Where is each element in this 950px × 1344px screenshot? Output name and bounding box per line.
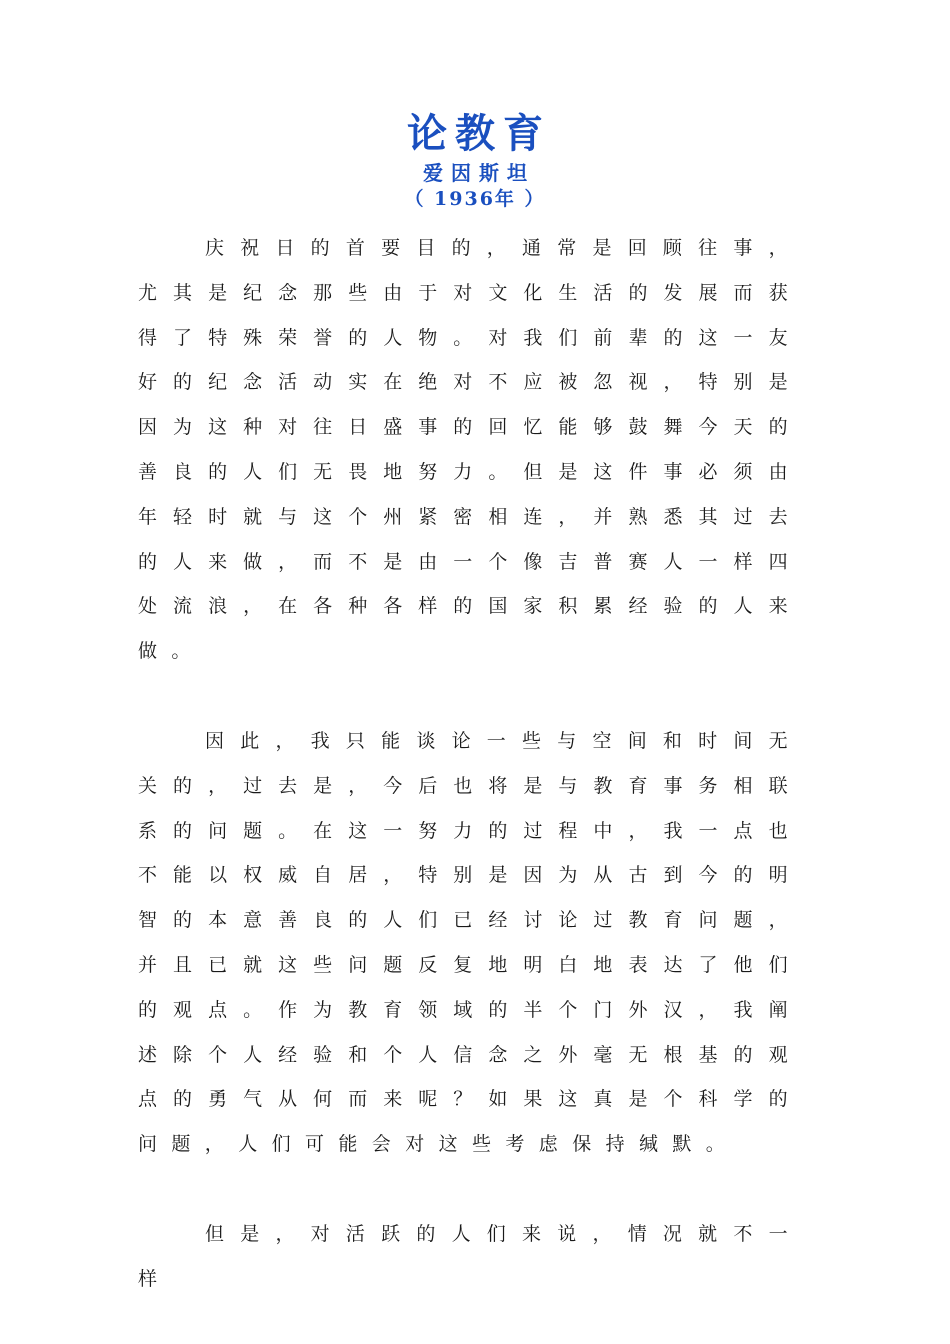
document-author: 爱因斯坦	[423, 161, 535, 185]
paragraph-1: 庆祝日的首要目的，通常是回顾往事，尤其是纪念那些由于对文化生活的发展而获得了特殊荣誉的人物。对我们前辈的这一友好的纪念活动实在绝对不应被忽视，特别是因为这种对往日盛事的回忆能够鼓舞今天的善良的人们无畏地努力。但是这件事必须由年轻时就与这个州紧密相连，并熟悉其过去的人来做，而不是由一个像吉普赛人一样四处流浪，在各种各样的国家积累经验的人来做。	[138, 237, 802, 663]
document-header	[0, 108, 950, 212]
paragraph-spacer	[138, 674, 802, 719]
paragraph-3: 但是，对活跃的人们来说，情况就不一样	[138, 1222, 802, 1290]
document-year: （ 1936年 ）	[404, 188, 546, 210]
document-title: 论教育	[407, 110, 551, 157]
paragraph-spacer	[138, 1167, 802, 1212]
paragraph-2: 因此，我只能谈论一些与空间和时间无关的，过去是，今后也将是与教育事务相联系的问题。在这一努力的过程中，我一点也不能以权威自居，特别是因为从古到今的明智的本意善良的人们已经讨论过教育问题，并且已就这些问题反复地明白地表达了他们的观点。作为教育领域的半个门外汉，我阐述除个人经验和个人信念之外毫无根基的观点的勇气从何而来呢？如果这真是个科学的问题，人们可能会对这些考虑保持缄默。	[138, 729, 802, 1156]
document-body	[138, 226, 802, 1302]
